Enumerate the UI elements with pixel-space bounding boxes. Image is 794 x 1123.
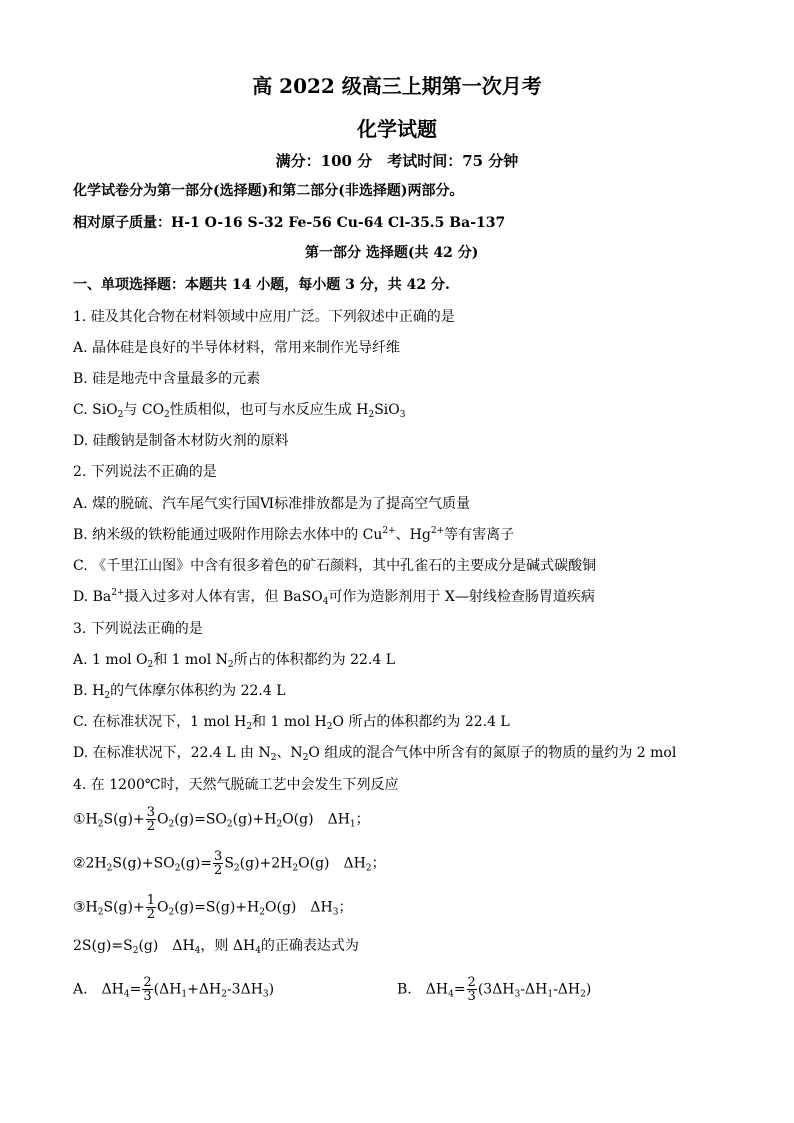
- q4-reaction-1: $①H_2S(g)+$ $\frac{3}{2}$ $O_2(g)=SO_2(g)+H_2O(g)$ $\Delta H_1$；: [73, 805, 370, 834]
- q1-option-c: C. SiO$_2$与 $CO_2$性质相似，也可与水反应生成 $H_2SiO_3$: [73, 402, 406, 420]
- q4-reaction-4: $2S(g)=S_2(g)$ $\Delta H_4$，则 $\Delta H_4$的正确表达式为: [73, 938, 359, 956]
- fraction-2-3: $\frac{2}{3}$: [143, 975, 152, 1004]
- q3-option-c: C. 在标准状况下，1 mol $H_2$和 1 mol $H_2O$ 所占的体积都约为 22.4 L: [73, 714, 510, 732]
- q4-reaction-2: $②2H_2S(g)+SO_2(g)=$ $\frac{3}{2}$ $S_2(g)+2H_2O(g)$ $\Delta H_2$；: [73, 849, 386, 878]
- q3-stem: 3. 下列说法正确的是: [73, 621, 203, 637]
- q1-option-b: B. 硅是地壳中含量最多的元素: [73, 371, 261, 387]
- fraction-3-2: $\frac{3}{2}$: [146, 805, 155, 834]
- q1-option-d: D. 硅酸钠是制备木材防火剂的原料: [73, 433, 289, 449]
- q4-reaction-3: $③H_2S(g)+$ $\frac{1}{2}$ $O_2(g)=S(g)+H_2O(g)$ $\Delta H_3$；: [73, 893, 353, 922]
- exam-info: 满分：100 分 考试时间：75 分钟: [275, 152, 519, 170]
- subject-title: 化学试题: [357, 117, 437, 141]
- q1-option-a: A. 晶体硅是良好的半导体材料，常用来制作光导纤维: [73, 340, 401, 356]
- q2-option-b: B. 纳米级的铁粉能通过吸附作用除去水体中的 $Cu^{2+}$、$Hg^{2+}$等有害离子: [73, 526, 515, 543]
- q2-option-c: C. 《千里江山图》中含有很多着色的矿石颜料，其中孔雀石的主要成分是碱式碳酸铜: [73, 558, 597, 574]
- q2-option-d: D. $Ba^{2+}$摄入过多对人体有害，但 BaSO$_4$可作为造影剂用于 X—射线检查肠胃道疾病: [73, 588, 595, 607]
- part1-heading: 第一部分 选择题(共 42 分): [305, 245, 479, 261]
- exam-title: 高 2022 级高三上期第一次月考: [252, 74, 542, 98]
- q3-option-b: B. $H_2$的气体摩尔体积约为 22.4 L: [73, 683, 286, 701]
- q1-stem: 1. 硅及其化合物在材料领域中应用广泛。下列叙述中正确的是: [73, 309, 455, 325]
- q4-option-a: A. $\Delta H_4=$ $\frac{2}{3}$ $(\Delta H_1+\Delta H_2-3\Delta H_3)$: [73, 975, 275, 1004]
- parts-note: 化学试卷分为第一部分(选择题)和第二部分(非选择题)两部分。: [73, 183, 464, 199]
- q2-stem: 2. 下列说法不正确的是: [73, 464, 217, 480]
- fraction-2-3: $\frac{2}{3}$: [467, 975, 476, 1004]
- fraction-1-2: $\frac{1}{2}$: [146, 893, 155, 922]
- q2-option-a: A. 煤的脱硫、汽车尾气实行国Ⅵ标准排放都是为了提高空气质量: [73, 496, 471, 512]
- q3-option-a: A. 1 mol $O_2$和 1 mol $N_2$所占的体积都约为 22.4 L: [73, 652, 396, 670]
- q4-option-b: B. $\Delta H_4=$ $\frac{2}{3}$ $(3\Delta H_3-\Delta H_1-\Delta H_2)$: [397, 975, 592, 1004]
- section-heading: 一、单项选择题：本题共 14 小题，每小题 3 分，共 42 分.: [73, 277, 450, 293]
- q4-stem: 4. 在 1200℃时，天然气脱硫工艺中会发生下列反应: [73, 777, 399, 793]
- atomic-mass-line: 相对原子质量：H-1 O-16 S-32 Fe-56 Cu-64 Cl-35.5 Ba-137: [73, 215, 506, 231]
- fraction-3-2: $\frac{3}{2}$: [214, 849, 223, 878]
- q3-option-d: D. 在标准状况下，22.4 L 由 $N_2$、$N_2O$ 组成的混合气体中所含有的氮原子的物质的量约为 2 mol: [73, 745, 677, 763]
